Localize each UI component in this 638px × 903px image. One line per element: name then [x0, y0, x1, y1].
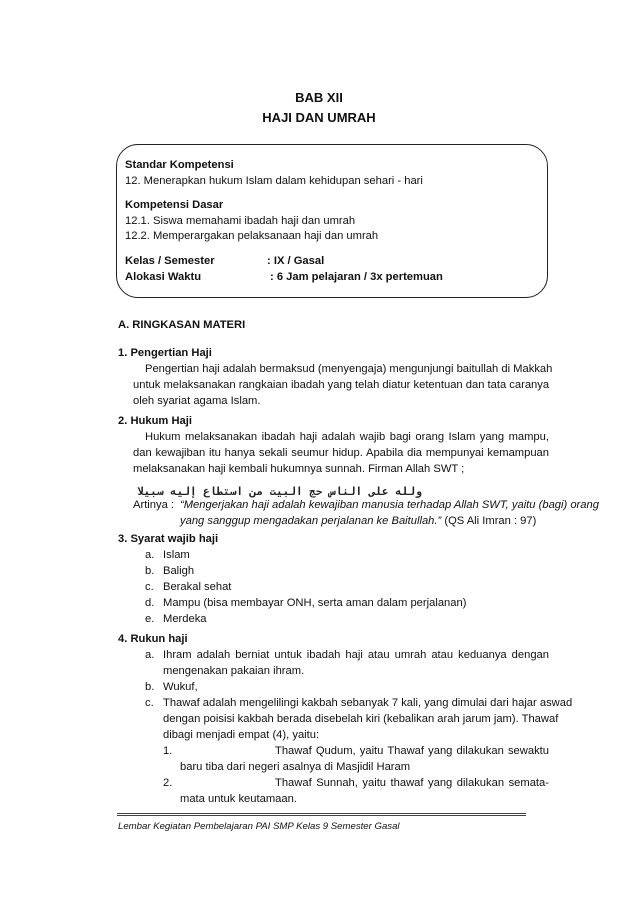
list-marker: c. [145, 581, 154, 593]
list-item: Ihram adalah berniat untuk ibadah haji atau umrah atau keduanya dengan [163, 649, 549, 661]
time-label: Alokasi Waktu [125, 270, 202, 283]
list-marker: b. [145, 565, 155, 577]
list-marker: a. [145, 549, 155, 561]
arabic-verse: ﻭﻟﻠﻪ ﻋﻠﻰ ﺍﻟﻨﺎﺱ ﺣﺞ ﺍﻟﺒﻴﺖ ﻣﻦ ﺍﺳﺘﻄﺎﻉ ﺇﻟﻴﻪ ﺳﺒﻴﻼ [137, 485, 422, 498]
list-item: Islam [163, 549, 190, 561]
s1-line: Pengertian haji adalah bermaksud (menyengaja) mengunjungi baitullah di Makkah [145, 363, 553, 375]
s2-line: Hukum melaksanakan ibadah haji adalah wajib bagi orang Islam yang mampu, [145, 431, 549, 443]
sublist-item-cont: mata untuk keutamaan. [180, 793, 297, 805]
class-label: Kelas / Semester [125, 254, 215, 267]
artinya-text: “Mengerjakan haji adalah kewajiban manusia terhadap Allah SWT, yaitu (bagi) orang [180, 499, 599, 511]
list-item-cont: dengan poisisi kakbah berada disebelah kiri (kebalikan arah jarum jam). Thawaf [163, 713, 559, 725]
kd-item: 12.2. Memperargakan pelaksanaan haji dan umrah [125, 230, 379, 243]
sublist-item: Thawaf Qudum, yaitu Thawaf yang dilakukan sewaktu [275, 745, 549, 757]
s1-heading: 1. Pengertian Haji [118, 347, 212, 359]
list-marker: b. [145, 681, 155, 693]
sublist-item: Thawaf Sunnah, yaitu thawaf yang dilakukan semata- [275, 777, 549, 789]
sk-item: 12. Menerapkan hukum Islam dalam kehidupan sehari - hari [125, 174, 423, 187]
time-value: : 6 Jam pelajaran / 3x pertemuan [270, 270, 443, 283]
s1-line: oleh syariat agama Islam. [133, 395, 261, 407]
s2-heading: 2. Hukum Haji [118, 415, 192, 427]
list-marker: c. [145, 697, 154, 709]
chapter-number: BAB XII [295, 90, 343, 105]
list-marker: a. [145, 649, 155, 661]
sublist-item-cont: baru tiba dari negeri asalnya di Masjidil Haram [180, 761, 411, 773]
list-item: Baligh [163, 565, 195, 577]
list-item-cont: mengenakan pakaian ihram. [163, 665, 305, 677]
list-marker: e. [145, 613, 155, 625]
list-marker: d. [145, 597, 155, 609]
kd-item: 12.1. Siswa memahami ibadah haji dan umrah [125, 214, 356, 227]
page-footer: Lembar Kegiatan Pembelajaran PAI SMP Kelas 9 Semester Gasal [118, 821, 400, 832]
verse-reference: (QS Ali Imran : 97) [441, 515, 537, 527]
s3-heading: 3. Syarat wajib haji [118, 533, 219, 545]
section-heading: A. RINGKASAN MATERI [118, 319, 246, 331]
list-item: Merdeka [163, 613, 207, 625]
list-item: Mampu (bisa membayar ONH, serta aman dalam perjalanan) [163, 597, 467, 609]
list-item-cont: dibagi menjadi empat (4), yaitu: [163, 729, 320, 741]
list-item: Berakal sehat [163, 581, 232, 593]
s2-line: dan kewajiban itu hanya sekali seumur hidup. Apabila dia mempunyai kemampuan [133, 447, 549, 459]
artinya-text-line2: yang sanggup mengadakan perjalanan ke Baitullah.” (QS Ali Imran : 97) [180, 515, 537, 527]
chapter-title: HAJI DAN UMRAH [262, 110, 376, 125]
list-item: Wukuf, [163, 681, 198, 693]
s1-line: untuk melaksanakan rangkaian ibadah yang telah diatur ketentuan dan tata caranya [133, 379, 550, 391]
class-value: : IX / Gasal [267, 254, 325, 267]
sublist-marker: 2. [163, 777, 173, 789]
sk-title: Standar Kompetensi [125, 159, 234, 171]
s4-heading: 4. Rukun haji [118, 633, 188, 645]
artinya-label: Artinya : [133, 499, 175, 511]
sublist-marker: 1. [163, 745, 173, 757]
footer-divider [117, 813, 526, 816]
kd-title: Kompetensi Dasar [125, 199, 224, 212]
competency-box [116, 144, 548, 298]
s2-line: melaksanakan haji kembali hukumnya sunnah. Firman Allah SWT ; [133, 463, 465, 475]
list-item: Thawaf adalah mengelilingi kakbah sebanyak 7 kali, yang dimulai dari hajar aswad [163, 697, 573, 709]
